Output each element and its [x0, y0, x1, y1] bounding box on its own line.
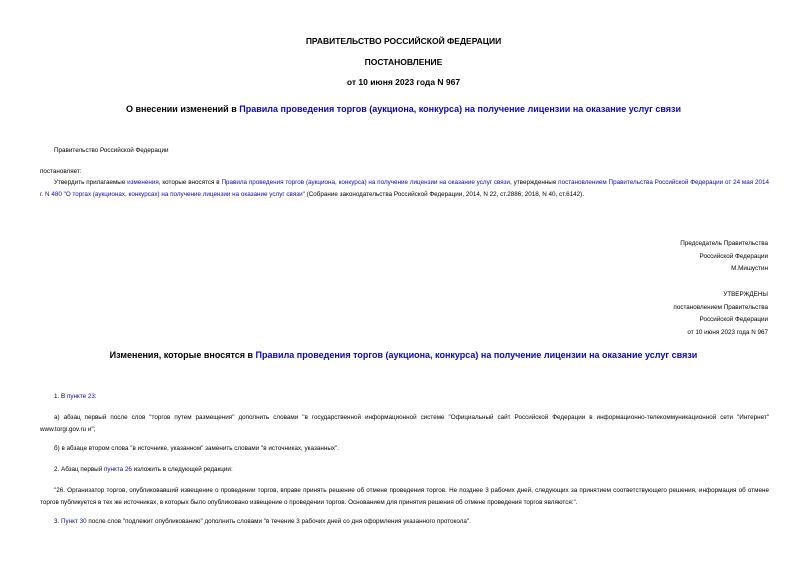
- document-title-prefix: О внесении изменений в: [125, 104, 240, 114]
- document-title: [0, 104, 807, 114]
- document-type: ПОСТАНОВЛЕНИЕ: [364, 57, 443, 67]
- signature-position: Председатель Правительства: [680, 240, 768, 247]
- item-1-b: б) в абзаце втором слова "в источнике, указанном" заменить словами "в источниках, указанных".: [54, 445, 339, 452]
- p1-text-a: Утвердить прилагаемые: [54, 179, 128, 186]
- item-2-suffix: изложить в следующей редакции:: [131, 466, 233, 473]
- changes-link[interactable]: изменения: [127, 179, 159, 186]
- rules-link-inline[interactable]: Правила проведения торгов (аукциона, конкурса) на получение лицензии на оказание услуг связи: [221, 179, 511, 186]
- government-name: Правительство Российской Федерации: [54, 147, 169, 154]
- government-heading: ПРАВИТЕЛЬСТВО РОССИЙСКОЙ ФЕДЕРАЦИИ: [305, 36, 502, 46]
- main-paragraph: [40, 177, 769, 200]
- decides-text: постановляет:: [40, 168, 82, 175]
- approval-line-3: Российской Федерации: [699, 316, 768, 323]
- approval-title: УТВЕРЖДЕНЫ: [723, 291, 768, 298]
- point-26-link[interactable]: пункта 26: [103, 466, 132, 473]
- signature-block: [680, 238, 768, 276]
- rules-link[interactable]: Правила проведения торгов (аукциона, конкурса) на получение лицензии на оказание услуг связи: [239, 104, 682, 114]
- signature-name: М.Мишустин: [731, 265, 768, 272]
- p1-text-d: (Собрание законодательства Российской Федерации, 2014, N 22, ст.2886; 2018, N 40, ст.6142).: [304, 190, 584, 198]
- approval-date: от 10 июня 2023 года N 967: [687, 328, 768, 336]
- item-1-prefix: 1. В: [54, 393, 67, 400]
- item-3-suffix: после слов "подлежит опубликованию" дополнить словами "в течение 3 рабочих дней со дня оформления указанного протокола".: [86, 518, 471, 525]
- document-date-number: от 10 июня 2023 года N 967: [346, 77, 461, 87]
- changes-rules-link[interactable]: Правила проведения торгов (аукциона, конкурса) на получение лицензии на оказание услуг связи: [255, 350, 698, 360]
- signature-country: Российской Федерации: [699, 252, 768, 260]
- approval-line-2: постановлением Правительства: [673, 303, 768, 311]
- p1-text-c: , утвержденные: [510, 179, 559, 186]
- point-23-link[interactable]: пункте 23: [66, 393, 95, 400]
- item-3: [54, 516, 471, 528]
- item-1-suffix: :: [94, 393, 97, 400]
- point-30-link[interactable]: Пункт 30: [61, 518, 87, 525]
- resolution-480-link[interactable]: постановлением Правительства Российской Федерации от 24 мая 2014 г. N 480 "О торгах (аукционах, конкурсах) на получение лицензии на оказание услуг связи": [40, 179, 769, 198]
- p1-text-b: , которые вносятся в: [158, 179, 222, 186]
- item-2-quote: "26. Организатор торгов, опубликовавший извещение о проведении торгов, вправе принять решение об отмене проведения торгов. Не позднее 3 рабочих дней, следующих за принятием соответствующего решения, информация об отмене торгов публикуется в тех же источниках, в которых было опубликовано извещение о проведении торгов. Основанием для принятия решения об отмене проведения торгов являются:".: [40, 487, 769, 506]
- item-1-a: а) абзац первый после слов "торгов путем размещения" дополнить словами "в государственной информационной системе "Официальный сайт Российской Федерации в информационно-телекоммуникационной сети "Интернет" www.torgi.gov.ru и";: [40, 414, 769, 433]
- item-2-prefix: 2. Абзац первый: [54, 466, 104, 473]
- item-3-prefix: 3.: [54, 518, 62, 525]
- changes-title-prefix: Изменения, которые вносятся в: [109, 350, 256, 360]
- item-2: [54, 464, 233, 476]
- item-1: [54, 391, 97, 403]
- approval-block: [673, 289, 768, 339]
- changes-title: [0, 350, 807, 360]
